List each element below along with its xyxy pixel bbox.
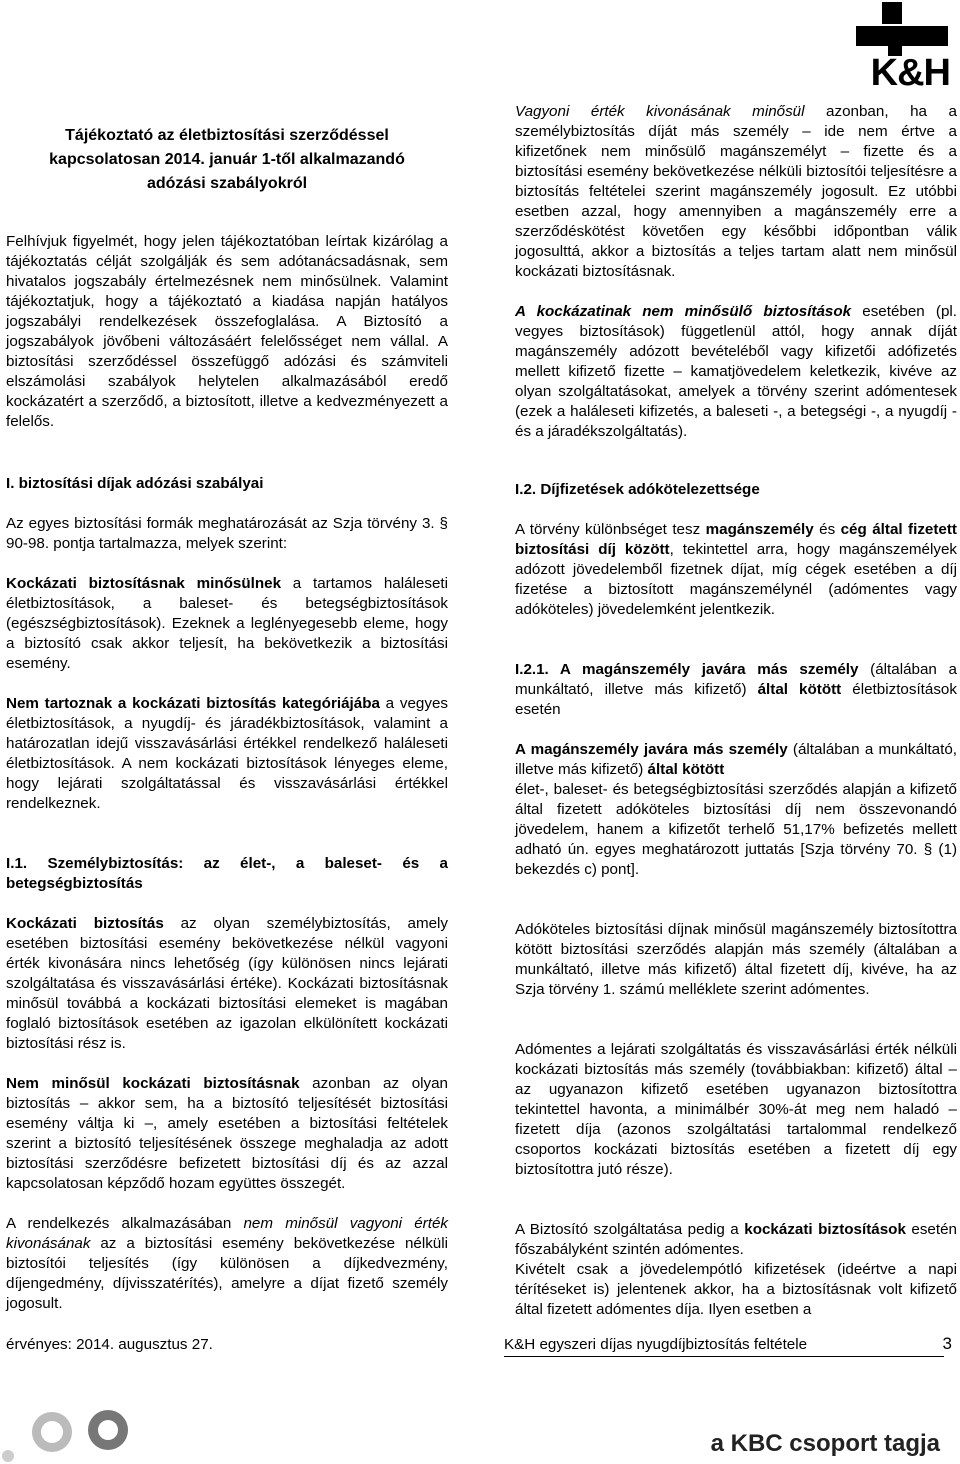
p3-text-2: és bbox=[813, 521, 841, 538]
kbc-group-slogan: a KBC csoport tagja bbox=[710, 1430, 940, 1457]
kockazati-text: a tartamos haláleseti életbiztosítások, a baleset- és betegségbiztosítások (egészségbiztosítások). Ezeknek a leglényegesebb eleme, hogy a biztosító csak akkor teljesít, ha bekövetkezik a biztosítási esemény. bbox=[6, 575, 448, 672]
footer-product: K&H egyszeri díjas nyugdíjbiztosítás feltétele bbox=[504, 1336, 808, 1353]
p3-bold-2: cég által fizetett biztosítási díj között bbox=[515, 521, 957, 558]
magan-javara-paragraph bbox=[515, 740, 957, 880]
footer-valid-date: érvényes: 2014. augusztus 27. bbox=[6, 1336, 213, 1353]
nem-tartoznak-bold: Nem tartoznak a kockázati biztosítás kategóriájába bbox=[6, 695, 380, 712]
adomentes-paragraph: Adómentes a lejárati szolgáltatás és visszavásárlási érték nélküli kockázati biztosítás más személy (továbbiakban: kifizető) által – az ugyanazon kifizető esetében ugyanazon biztosítottra tekintettel havonta, a minimálbér 30%-át meg nem haladó – fizetett díja (azonos szolgáltatási tartalommal rendelkező csoportos kockázati biztosítás esetében a fizetett díj egy biztosítottra jutó része). bbox=[515, 1041, 957, 1178]
ar-text-1: A rendelkezés alkalmazásában bbox=[6, 1215, 244, 1232]
title-line-3: adózási szabályokról bbox=[146, 175, 308, 192]
i21-text-2: életbiztosítások esetén bbox=[515, 681, 957, 718]
kb-text: az olyan személybiztosítás, amely esetében biztosítási esemény bekövetkezése nélkül vagyoni érték kivonására nincs lehetőség (így különösen nincs lejárati szolgáltatása és visszavásárlási értéke). Kockázati biztosításnak minősül továbbá a kockázati biztosítási elemeket is magában foglaló biztosítások esetében az igazolan elkülönített kockázati biztosítási rész is. bbox=[6, 915, 449, 1052]
kh-logo-mark bbox=[852, 2, 948, 58]
kockazati-bold: Kockázati biztosításnak minősülnek bbox=[6, 575, 282, 592]
i21-num: I.2.1. bbox=[515, 661, 560, 678]
rendelkezes-paragraph bbox=[6, 1214, 448, 1314]
section-1-heading: I. biztosítási díjak adózási szabályai bbox=[6, 475, 264, 492]
nm-text: azonban az olyan biztosítás – akkor sem, ha a biztosító teljesítését biztosítási esemény váltja ki –, amely esetében a biztosítási feltételek szerint a biztosító teljesítésének összege meghaladja az adott biztosítási szerződésre befizetett biztosítási díj és az azzal kapcsolatosan képződő hozam együttes összegét. bbox=[6, 1075, 448, 1192]
kb-bold: Kockázati biztosítás bbox=[6, 915, 164, 932]
kh-logo-text: K&H bbox=[870, 52, 950, 94]
p3-bold-1: magánszemély bbox=[705, 521, 814, 538]
kockazatinak-nem-paragraph bbox=[515, 302, 957, 442]
p4-bold-1: A magánszemély javára más személy bbox=[515, 741, 788, 758]
section-1-2-1-heading bbox=[515, 660, 957, 720]
section-1-2-heading: I.2. Díjfizetések adókötelezettsége bbox=[515, 481, 760, 498]
nem-minosul-paragraph bbox=[6, 1074, 448, 1194]
nem-tartoznak-paragraph bbox=[6, 694, 448, 814]
szolgaltatasa-paragraph bbox=[515, 1220, 957, 1260]
adokoteles-paragraph: Adóköteles biztosítási díjnak minősül magánszemély biztosítottra kötött biztosítási szerződés alapján más személy (általában a munkáltató, illetve más kifizető) által fizetett díj, kivéve, ha az Szja törvény 1. számú melléklete szerint adómentes. bbox=[515, 921, 957, 998]
kh-logo bbox=[846, 2, 956, 94]
i21-text-1: (általában a munkáltató, illetve más kifizető) bbox=[515, 661, 957, 698]
kockazati-biztositas-paragraph bbox=[6, 914, 448, 1054]
p2-text: esetében (pl. vegyes biztosítások) függetlenül attól, hogy annak díját magánszemély adózott bevételéből vagy kifizetői adófizetés mellett kifizető fizette – kamatjövedelem keletkezik, kivéve az olyan szolgáltatásokat, amelyek a törvény szerint adómentesek (ezek a haláleseti kifizetés, a baleseti -, a betegségi -, a nyugdíj - és a járadékszolgáltatás). bbox=[515, 303, 958, 440]
page-number: 3 bbox=[942, 1334, 952, 1353]
p3-text-1: A törvény különbséget tesz bbox=[515, 521, 706, 538]
vagyoni-paragraph bbox=[515, 102, 957, 282]
p1-text: azonban, ha a személybiztosítás díját más személy – ide nem értve a kifizetőnek nem minősülő magánszemélyt – fizette és a biztosítási esemény bekövetkezése nélküli biztosítói teljesítésre a biztosítás feltételei szerint magánszemély jogosult. Ez utóbbi esetben azzal, hogy amennyiben a magánszemély erre a szerződéskötést követően egy későbbi időpontban válik jogosulttá, akkor a biztosítás a teljes tartam alatt nem minősül kockázati biztosításnak. bbox=[515, 103, 957, 280]
nm-bold: Nem minősül kockázati biztosításnak bbox=[6, 1075, 300, 1092]
i21-bold-1: A magánszemély javára más személy bbox=[559, 661, 859, 678]
p3-text-3: , tekintettel arra, hogy magánszemélyek adózott jövedelemből fizetnek díjat, míg cégek esetében a díj fizetése a biztosított magánszemélynél (adómentes vagy adóköteles) jövedelemként jelentkezik. bbox=[515, 541, 957, 618]
intro-paragraph: Felhívjuk figyelmét, hogy jelen tájékoztatóban leírtak kizárólag a tájékoztatás célját szolgálják és sem adótanácsadásnak, sem hivatalos jogszabály értelmezésnek nem minősülnek. Valamint tájékoztatjuk, hogy a tájékoztató a kiadása napján hatályos jogszabályi rendelkezések összefoglalása. A Biztosító a jogszabályok jövőbeni változásáért felelősséget nem vállal. A biztosítási szerződéssel összefüggő adózási és számviteli elszámolási szabályok helytelen alkalmazásából eredő kockázatért a szerződő, a biztosított, illetve a kedvezményezett a felelős. bbox=[6, 233, 448, 430]
p2-bold-italic: A kockázatinak nem minősülő biztosítások bbox=[515, 303, 852, 320]
p7-text-2: esetén főszabályként szintén adómentes. bbox=[515, 1221, 957, 1258]
p1-italic: Vagyoni érték kivonásának minősül bbox=[515, 103, 805, 120]
title-line-1: Tájékoztató az életbiztosítási szerződéssel bbox=[65, 127, 389, 144]
section-1-text: Az egyes biztosítási formák meghatározását az Szja törvény 3. § 90-98. pontja tartalmazza, melyek szerint: bbox=[6, 515, 448, 552]
ar-italic: nem minősül vagyoni érték kivonásának bbox=[6, 1215, 448, 1252]
ar-text-2: az a biztosítási esemény bekövetkezése nélküli biztosítói teljesítés (így különösen a díjkedvezmény, díjengedmény, díjvisszatérítés), amelyre a díjat fizető személy jogosult. bbox=[6, 1235, 448, 1312]
nem-tartoznak-text: a vegyes életbiztosítások, a nyugdíj- és járadékbiztosítások, valamint a határozatlan idejű visszavásárlási értékkel rendelkező haláleseti életbiztosítások. A nem kockázati biztosítások lényeges eleme, hogy lejárati szolgáltatással és visszavásárlási értékkel rendelkeznek. bbox=[6, 695, 448, 812]
title-line-2: kapcsolatosan 2014. január 1-től alkalmazandó bbox=[49, 151, 405, 168]
p7-text-1: A Biztosító szolgáltatása pedig a bbox=[515, 1221, 745, 1238]
p4-text-1: (általában a munkáltató, illetve más kifizető) bbox=[515, 741, 957, 778]
decorative-circles-icon bbox=[0, 1400, 160, 1464]
kulonbseget-paragraph bbox=[515, 520, 957, 620]
i21-bold-2: által kötött bbox=[757, 681, 842, 698]
kivetelt-paragraph: Kivételt csak a jövedelempótló kifizetések (ideértve a napi térítéseket is) jelentenek akkor, ha a biztosításnak volt kifizető által fizetett adómentes díja. Ilyen esetben a bbox=[515, 1261, 957, 1318]
p4-bold-2: által kötött bbox=[647, 761, 725, 778]
p7-bold-1: kockázati biztosítások bbox=[744, 1221, 906, 1238]
footer-divider bbox=[504, 1356, 944, 1357]
document-title bbox=[6, 124, 448, 196]
p4-text-2: élet-, baleset- és betegségbiztosítási szerződés alapján a kifizető által fizetett adóköteles biztosítási díj nem összevonandó jövedelem, hanem a kifizetőt terhelő 51,17% befizetés mellett adható ún. egyes meghatározott juttatás [Szja törvény 70. § (1) bekezdés c) pont]. bbox=[515, 781, 957, 878]
kockazati-paragraph bbox=[6, 574, 448, 674]
section-1-1-heading: I.1. Személybiztosítás: az élet-, a baleset- és a betegségbiztosítás bbox=[6, 855, 448, 892]
